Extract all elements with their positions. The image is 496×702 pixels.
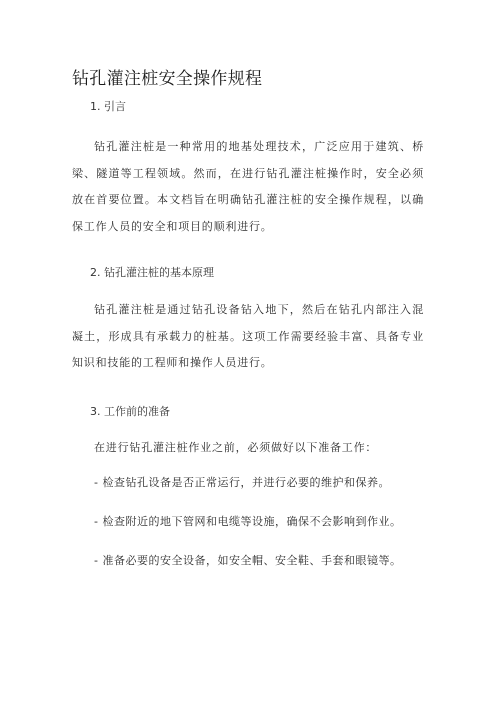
section-heading-introduction: 1. 引言 xyxy=(90,100,126,113)
document-title: 钻孔灌注桩安全操作规程 xyxy=(72,69,263,89)
list-item: - 准备必要的安全设备，如安全帽、安全鞋、手套和眼镜等。 xyxy=(94,554,402,567)
list-item: - 检查钻孔设备是否正常运行，并进行必要的维护和保养。 xyxy=(94,476,390,489)
list-item: - 检查附近的地下管网和电缆等设施，确保不会影响到作业。 xyxy=(94,515,402,528)
section-paragraph-introduction: 钻孔灌注桩是一种常用的地基处理技术，广泛应用于建筑、桥梁、隧道等工程领域。然而，在进行钻孔灌注桩操作时，安全必须放在首要位置。本文档旨在明确钻孔灌注桩的安全操作规程，以确保工作人员的安全和项目的顺利进行。 xyxy=(72,140,424,233)
section-paragraph-preparation: 在进行钻孔灌注桩作业之前，必须做好以下准备工作： xyxy=(94,441,378,454)
section-heading-preparation: 3. 工作前的准备 xyxy=(90,405,170,418)
section-heading-principle: 2. 钻孔灌注桩的基本原理 xyxy=(90,266,214,279)
section-paragraph-principle: 钻孔灌注桩是通过钻孔设备钻入地下，然后在钻孔内部注入混凝土，形成具有承载力的桩基。这项工作需要经验丰富、具备专业知识和技能的工程师和操作人员进行。 xyxy=(72,303,424,369)
